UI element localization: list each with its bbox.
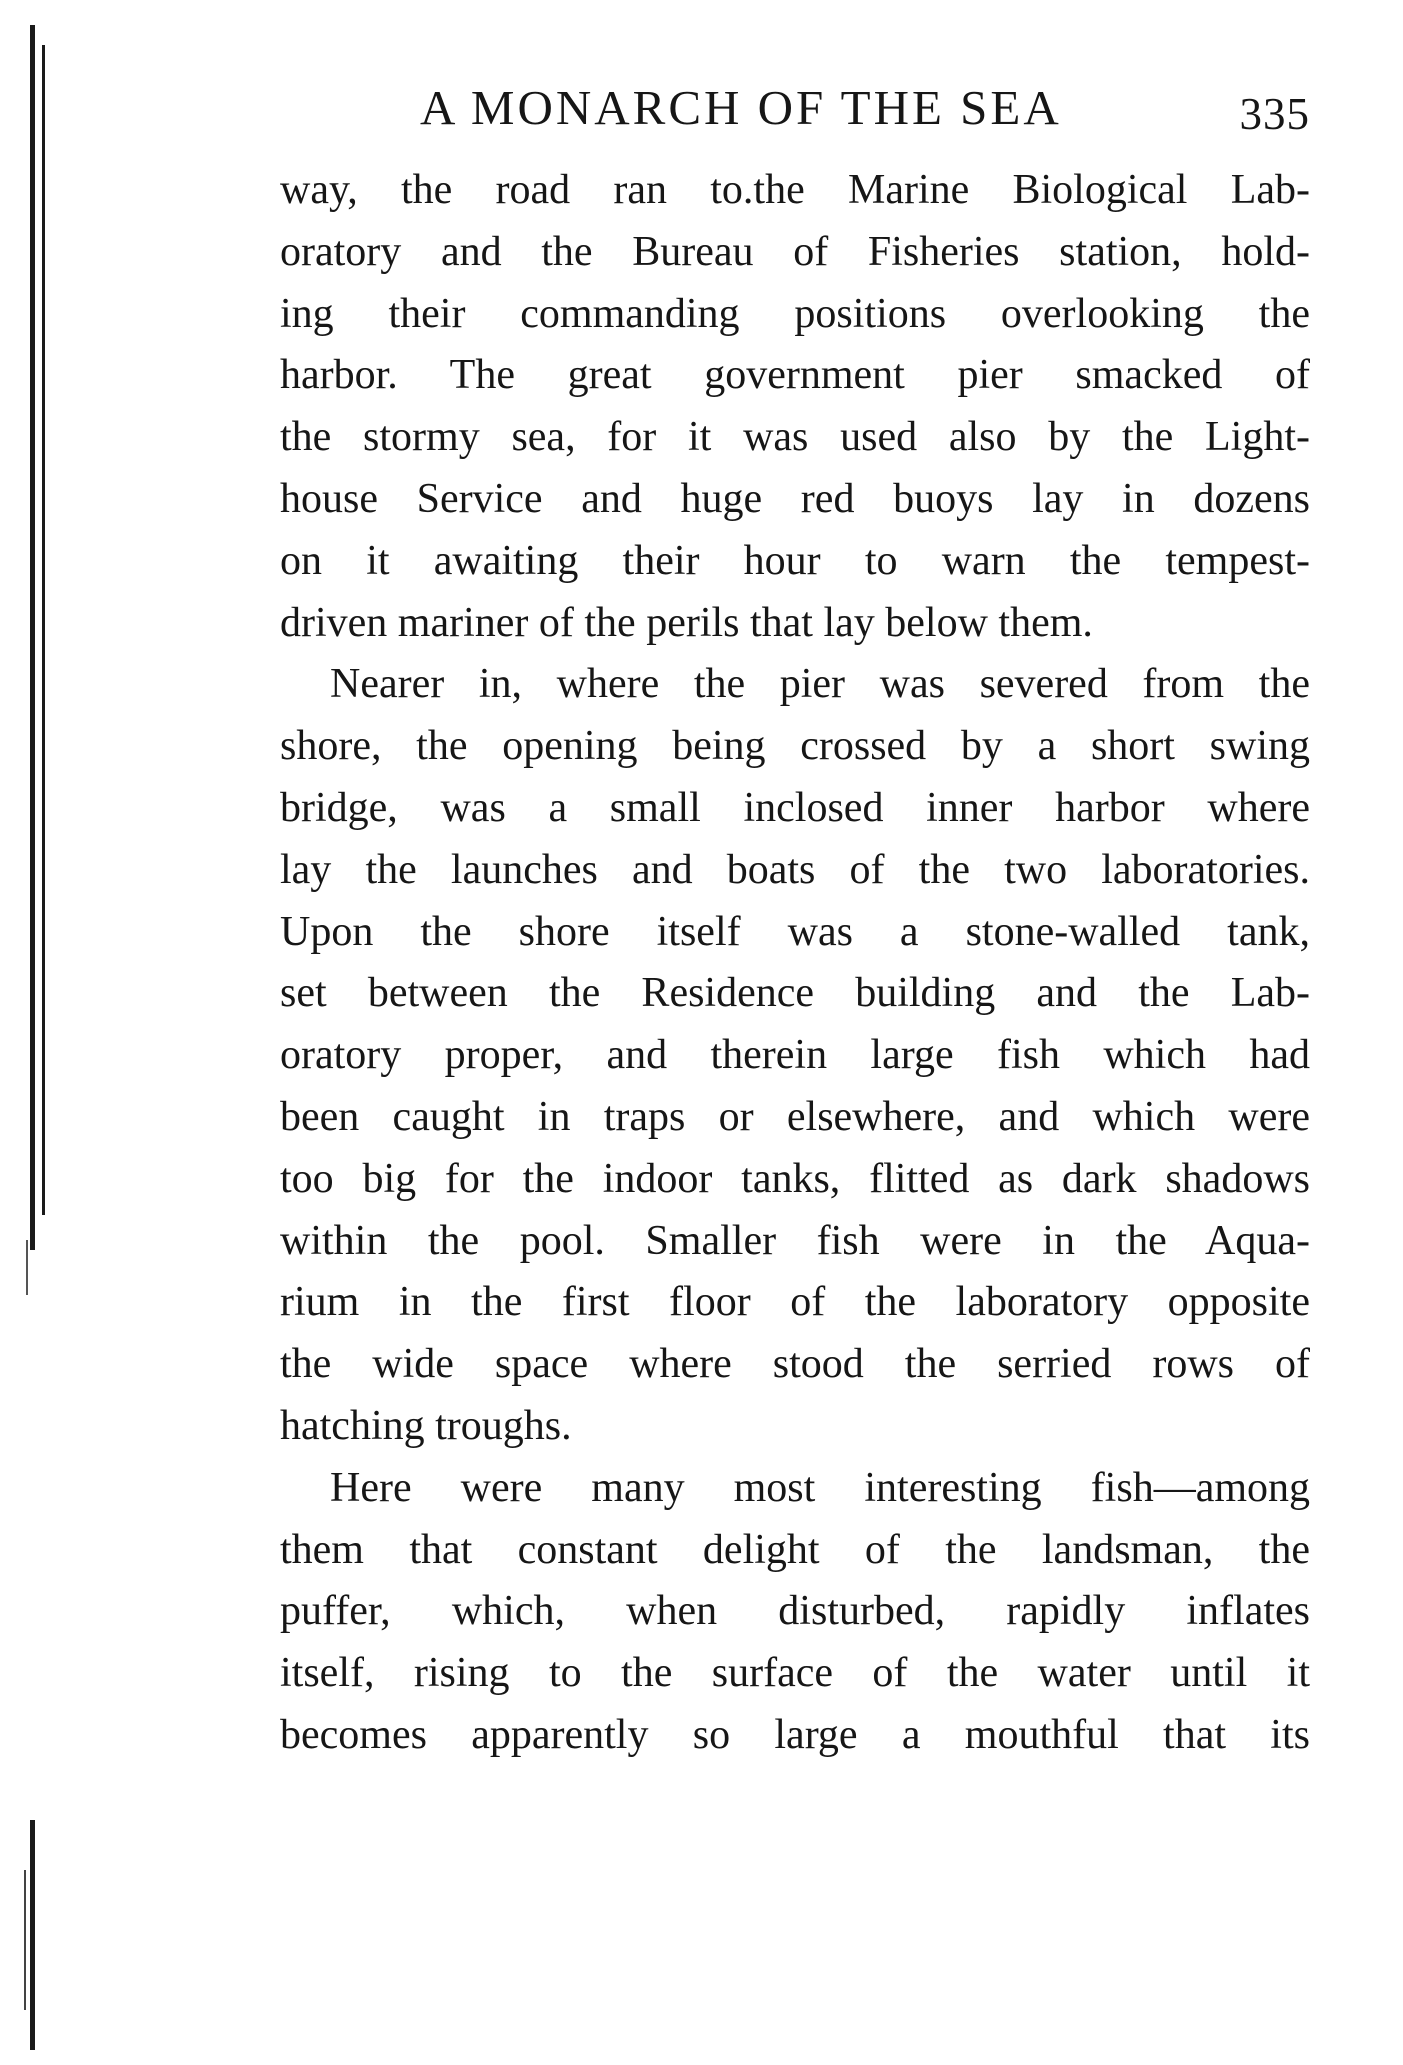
body-text bbox=[280, 160, 1310, 1767]
text-line: the stormy sea, for it was used also by the Light- bbox=[280, 414, 1310, 461]
running-head: A MONARCH OF THE SEA bbox=[420, 80, 1062, 135]
page-number: 335 bbox=[1239, 89, 1310, 139]
text-line: within the pool. Smaller fish were in the Aqua- bbox=[280, 1217, 1310, 1264]
text-line: Nearer in, where the pier was severed from the bbox=[330, 661, 1310, 708]
paragraph bbox=[280, 1458, 1310, 1767]
text-line: Here were many most interesting fish—among bbox=[330, 1464, 1310, 1511]
text-line: hatching troughs. bbox=[280, 1402, 572, 1449]
text-line: been caught in traps or elsewhere, and which were bbox=[280, 1093, 1310, 1140]
text-line: becomes apparently so large a mouthful that its bbox=[280, 1711, 1310, 1758]
text-line: them that constant delight of the landsman, the bbox=[280, 1526, 1310, 1573]
text-line: too big for the indoor tanks, flitted as dark shadows bbox=[280, 1155, 1310, 1202]
text-line: lay the launches and boats of the two laboratories. bbox=[280, 846, 1310, 893]
text-line: oratory and the Bureau of Fisheries station, hold- bbox=[280, 228, 1310, 275]
text-line: rium in the first floor of the laboratory opposite bbox=[280, 1279, 1310, 1326]
scan-edge-mark bbox=[24, 1870, 26, 2010]
scan-edge-mark bbox=[30, 25, 35, 1250]
text-line: oratory proper, and therein large fish which had bbox=[280, 1032, 1310, 1079]
text-line: Upon the shore itself was a stone-walled tank, bbox=[280, 908, 1310, 955]
text-line: shore, the opening being crossed by a short swing bbox=[280, 723, 1310, 770]
text-line: house Service and huge red buoys lay in dozens bbox=[280, 475, 1310, 522]
text-line: on it awaiting their hour to warn the tempest- bbox=[280, 537, 1310, 584]
text-line: bridge, was a small inclosed inner harbor where bbox=[280, 784, 1310, 831]
scan-edge-mark bbox=[42, 45, 45, 1215]
scan-edge-mark bbox=[26, 1240, 28, 1295]
text-line: driven mariner of the perils that lay below them. bbox=[280, 599, 1093, 646]
page-header bbox=[280, 68, 1310, 148]
text-line: harbor. The great government pier smacked of bbox=[280, 352, 1310, 399]
text-line: puffer, which, when disturbed, rapidly inflates bbox=[280, 1588, 1310, 1635]
paragraph bbox=[280, 160, 1310, 654]
text-line: itself, rising to the surface of the water until it bbox=[280, 1650, 1310, 1697]
text-line: the wide space where stood the serried rows of bbox=[280, 1341, 1310, 1388]
scan-edge-mark bbox=[30, 1820, 35, 2050]
text-line: set between the Residence building and the Lab- bbox=[280, 970, 1310, 1017]
text-line: ing their commanding positions overlooking the bbox=[280, 290, 1310, 337]
paragraph bbox=[280, 654, 1310, 1457]
text-line: way, the road ran to.the Marine Biological Lab- bbox=[280, 167, 1310, 213]
